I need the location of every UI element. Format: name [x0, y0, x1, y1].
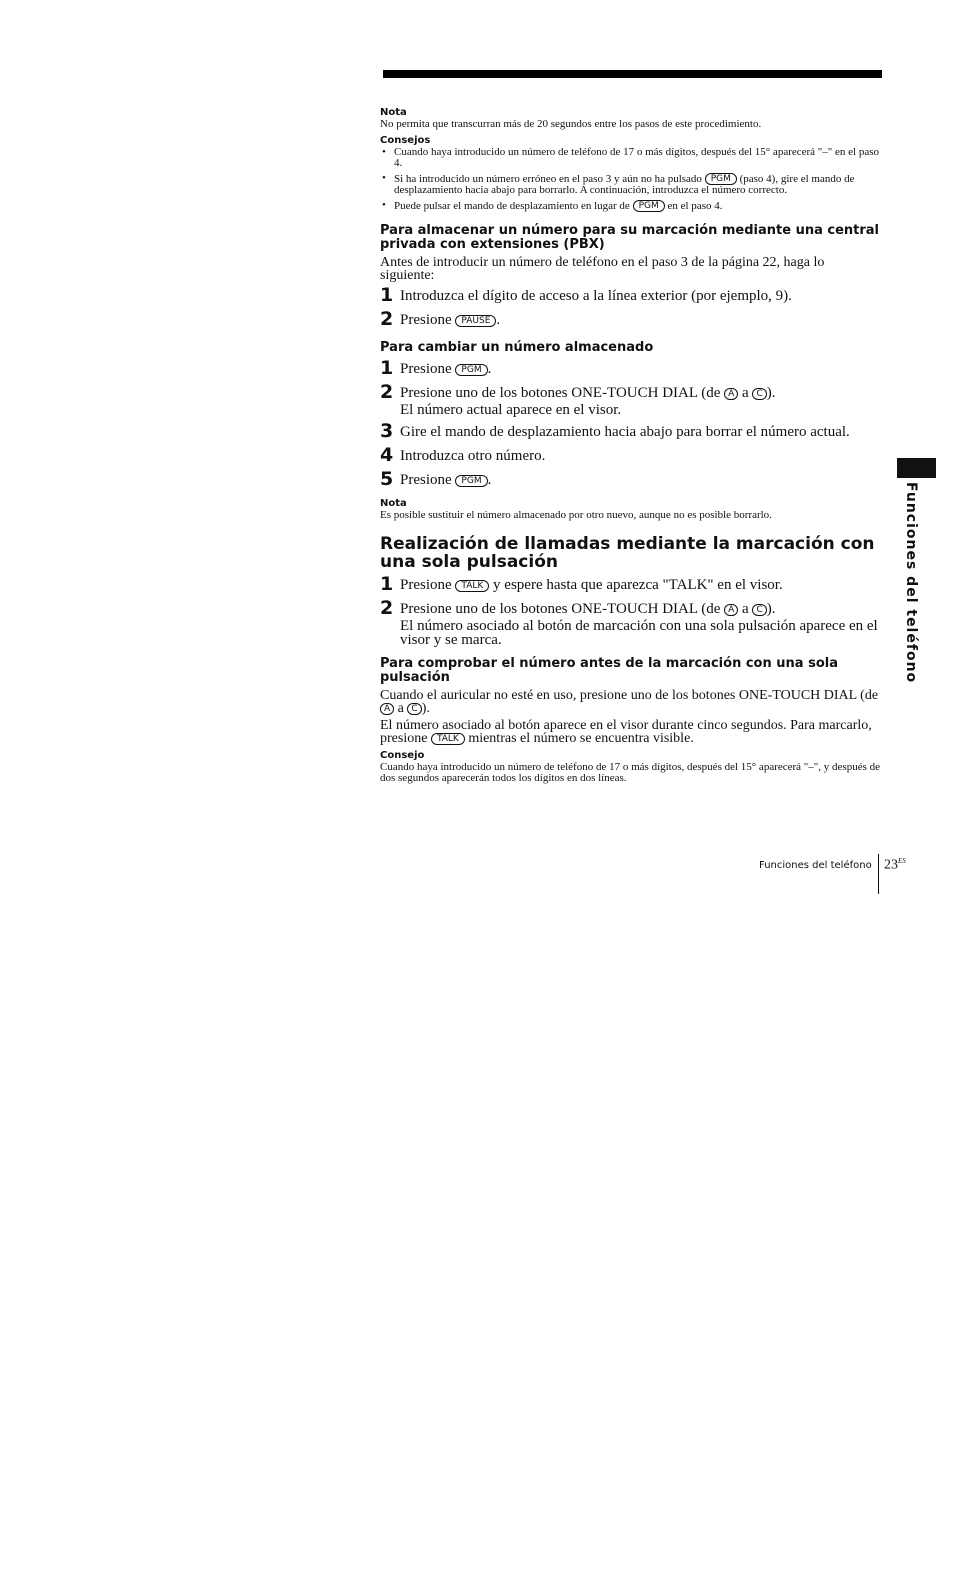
c-key-icon: C — [752, 388, 766, 400]
section-tab-label: Funciones del teléfono — [903, 482, 919, 684]
realizacion-step-2: 2 Presione uno de los botones ONE-TOUCH DIAL (de A a C ). El número asociado al botón de marcación con una sola pulsación aparece en el visor y se marca. — [380, 597, 878, 648]
nota2-heading: Nota — [380, 498, 407, 509]
cambiar-step-1: 1 Presione PGM . — [380, 357, 492, 379]
section-tab-marker — [897, 458, 936, 478]
nota2-text: Es posible sustituir el número almacenado por otro nuevo, aunque no es posible borrarlo. — [380, 509, 772, 521]
cambiar-step-5: 5 Presione PGM . — [380, 468, 492, 490]
a-key-icon: A — [724, 388, 738, 400]
pgm-key-icon: PGM — [633, 200, 665, 212]
realizacion-heading: Realización de llamadas mediante la marcación con una sola pulsación — [380, 534, 875, 572]
pbx-heading: Para almacenar un número para su marcación mediante una central privada con extensiones (PBX) — [380, 223, 880, 252]
consejos-list — [380, 147, 880, 212]
list-item: • Puede pulsar el mando de desplazamiento en lugar de PGM en el paso 4. — [380, 200, 880, 212]
cambiar-heading: Para cambiar un número almacenado — [380, 340, 654, 355]
cambiar-step-2: 2 Presione uno de los botones ONE-TOUCH DIAL (de A a C ). El número actual aparece en el visor. — [380, 381, 776, 418]
list-item: • Si ha introducido un número erróneo en el paso 3 y aún no ha pulsado PGM (paso 4), gire el mando de desplazamiento hacia abajo para borrarlo. A continuación, introduzca el número correcto. — [380, 173, 880, 196]
consejos-heading: Consejos — [380, 135, 431, 146]
talk-key-icon: TALK — [431, 733, 465, 745]
pbx-step-1: 1 Introduzca el dígito de acceso a la línea exterior (por ejemplo, 9). — [380, 284, 792, 306]
pbx-intro: Antes de introducir un número de teléfono en el paso 3 de la página 22, haga lo siguiente: — [380, 255, 825, 283]
c-key-icon: C — [407, 703, 421, 715]
pbx-step-2: 2 Presione PAUSE . — [380, 308, 501, 330]
consejo-heading: Consejo — [380, 750, 425, 761]
footer-divider — [878, 854, 879, 894]
cambiar-step-4: 4 Introduzca otro número. — [380, 444, 546, 466]
comprobar-text-2: El número asociado al botón aparece en el visor durante cinco segundos. Para marcarlo, presione TALK mientras el número se encuentra visible. — [380, 718, 872, 746]
pgm-key-icon: PGM — [455, 364, 487, 376]
page-number: $23^{ES}$ — [884, 857, 906, 873]
a-key-icon: A — [380, 703, 394, 715]
nota-text: No permita que transcurran más de 20 segundos entre los pasos de este procedimiento. — [380, 118, 762, 130]
pgm-key-icon: PGM — [705, 173, 737, 185]
cambiar-step-3: 3 Gire el mando de desplazamiento hacia abajo para borrar el número actual. — [380, 420, 850, 442]
nota-heading: Nota — [380, 107, 407, 118]
pause-key-icon: PAUSE — [455, 315, 496, 327]
comprobar-text-1: Cuando el auricular no esté en uso, presione uno de los botones ONE-TOUCH DIAL (de A a C ). — [380, 688, 879, 716]
footer-section: Funciones del teléfono — [759, 860, 872, 871]
top-rule — [383, 70, 882, 78]
main-column — [380, 106, 880, 788]
c-key-icon: C — [752, 604, 766, 616]
list-item: • Cuando haya introducido un número de teléfono de 17 o más dígitos, después del 15° aparecerá "–" en el paso 4. — [380, 147, 880, 169]
a-key-icon: A — [724, 604, 738, 616]
consejo-text: Cuando haya introducido un número de teléfono de 17 o más dígitos, después del 15° aparecerá "–", y después de dos segundos aparecerán todos los dígitos en dos líneas. — [380, 761, 880, 784]
pgm-key-icon: PGM — [455, 475, 487, 487]
comprobar-heading: Para comprobar el número antes de la marcación con una sola pulsación — [380, 656, 838, 685]
talk-key-icon: TALK — [455, 580, 489, 592]
realizacion-step-1: 1 Presione TALK y espere hasta que aparezca "TALK" en el visor. — [380, 573, 783, 595]
